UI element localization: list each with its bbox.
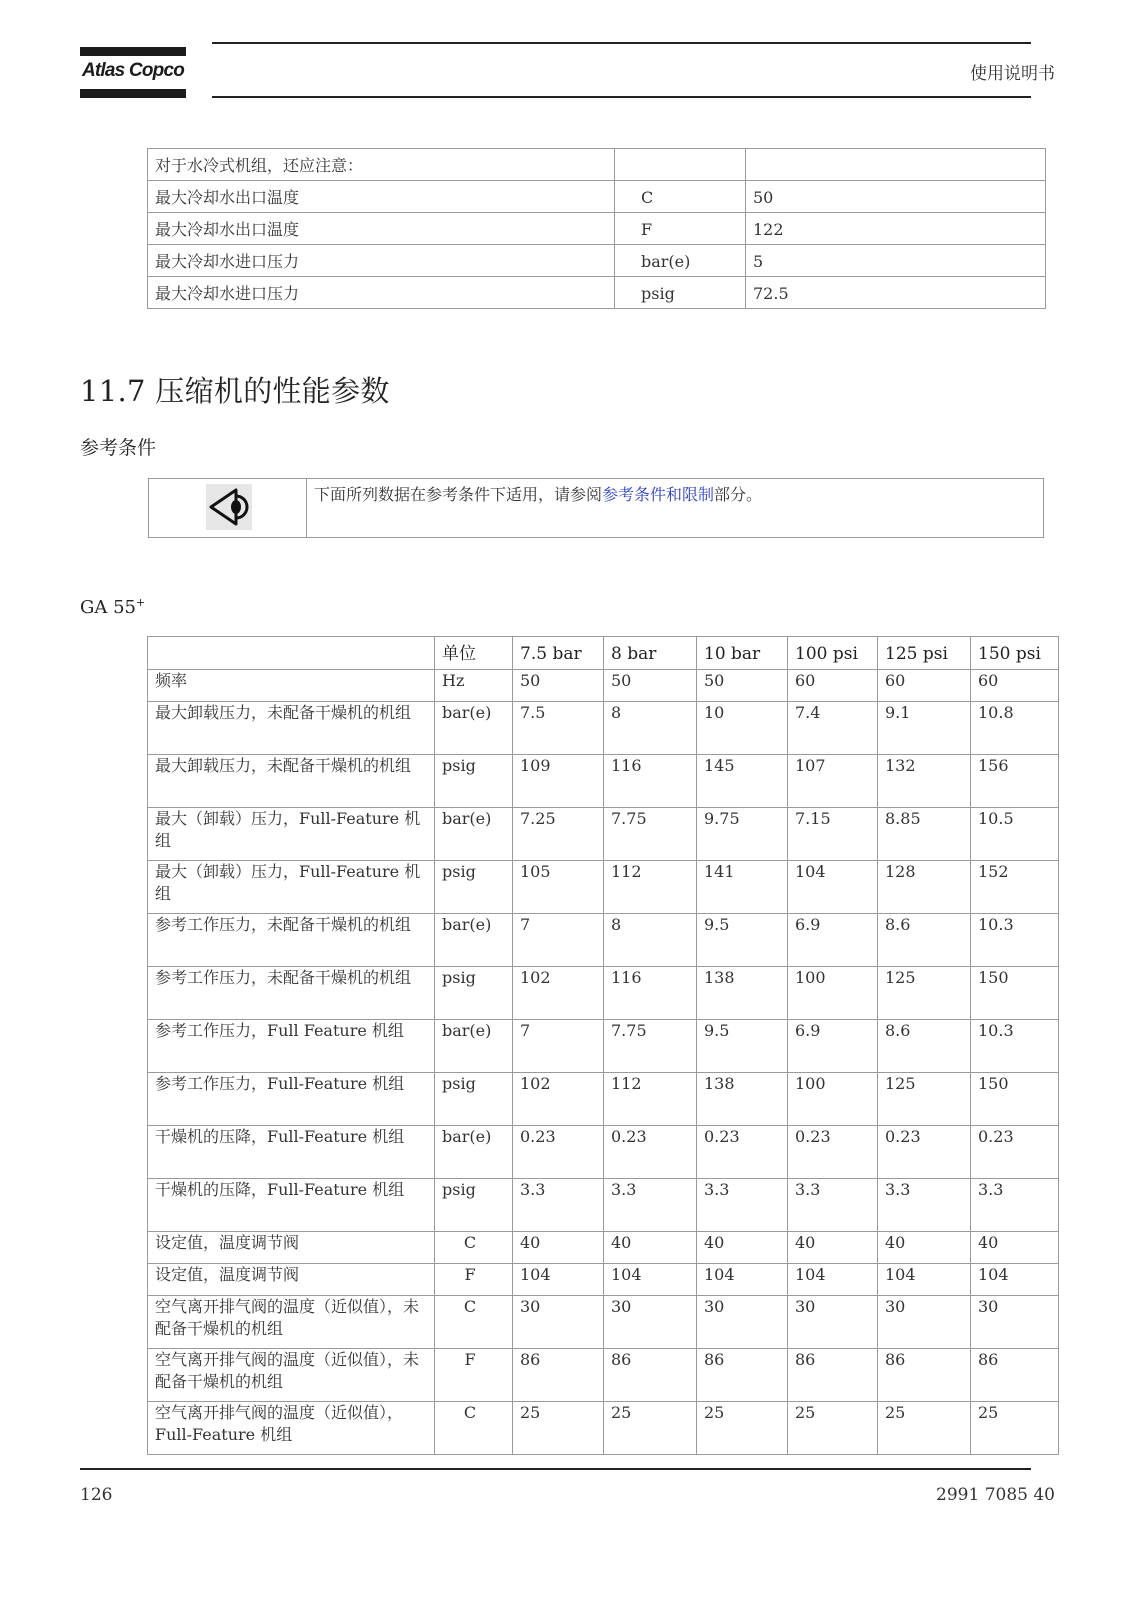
- reference-note: [148, 478, 1044, 538]
- row-label: 最大冷却水进口压力: [148, 277, 615, 309]
- row-value: 8.6: [878, 1020, 971, 1073]
- row-value: 138: [697, 967, 788, 1020]
- row-value: 141: [697, 861, 788, 914]
- row-value: 7.25: [513, 808, 604, 861]
- row-value: 100: [788, 967, 878, 1020]
- row-value: 104: [878, 1264, 971, 1296]
- row-unit: C: [435, 1402, 513, 1455]
- row-value: 9.1: [878, 702, 971, 755]
- footer-rule: [80, 1468, 1031, 1470]
- row-unit: psig: [435, 861, 513, 914]
- row-value: 6.9: [788, 1020, 878, 1073]
- table-row: [148, 1126, 1059, 1179]
- row-unit: C: [615, 181, 746, 213]
- table-row: [148, 967, 1059, 1020]
- row-label: 干燥机的压降，Full-Feature 机组: [148, 1179, 435, 1232]
- row-value: 104: [604, 1264, 697, 1296]
- table-row: [148, 1073, 1059, 1126]
- table-row: [148, 1020, 1059, 1073]
- row-value: 10.8: [971, 702, 1059, 755]
- row-unit: F: [435, 1264, 513, 1296]
- water-cooled-table: [147, 148, 1046, 309]
- row-value: 72.5: [746, 277, 1046, 309]
- table-row: [148, 1296, 1059, 1349]
- row-value: 122: [746, 213, 1046, 245]
- row-value: 30: [604, 1296, 697, 1349]
- row-unit: psig: [435, 1179, 513, 1232]
- header-bottom-rule: [212, 96, 1031, 98]
- table-row: [148, 670, 1059, 702]
- row-value: 10.3: [971, 1020, 1059, 1073]
- row-value: 116: [604, 755, 697, 808]
- row-value: 25: [878, 1402, 971, 1455]
- row-value: 7.4: [788, 702, 878, 755]
- table-row: [148, 755, 1059, 808]
- row-label: 对于水冷式机组，还应注意：: [148, 149, 615, 181]
- table-row: [148, 1179, 1059, 1232]
- table-row: [148, 181, 1046, 213]
- header-top-rule: [212, 42, 1031, 44]
- row-value: 60: [878, 670, 971, 702]
- row-value: 86: [788, 1349, 878, 1402]
- row-label: 参考工作压力，未配备干燥机的机组: [148, 967, 435, 1020]
- row-value: 150: [971, 1073, 1059, 1126]
- column-header: 7.5 bar: [513, 637, 604, 670]
- row-value: 3.3: [604, 1179, 697, 1232]
- row-value: 8: [604, 702, 697, 755]
- model-title: [80, 596, 145, 618]
- row-value: [746, 149, 1046, 181]
- row-unit: bar(e): [615, 245, 746, 277]
- table-row: [148, 702, 1059, 755]
- row-value: 5: [746, 245, 1046, 277]
- row-value: 7.15: [788, 808, 878, 861]
- row-value: 60: [971, 670, 1059, 702]
- row-label: 最大卸载压力，未配备干燥机的机组: [148, 755, 435, 808]
- row-value: 125: [878, 1073, 971, 1126]
- row-label: 最大冷却水出口温度: [148, 213, 615, 245]
- row-value: 30: [971, 1296, 1059, 1349]
- note-text-after: 部分。: [714, 485, 763, 504]
- row-unit: bar(e): [435, 914, 513, 967]
- section-heading: 11.7 压缩机的性能参数: [80, 374, 390, 408]
- row-value: 102: [513, 1073, 604, 1126]
- row-value: 30: [513, 1296, 604, 1349]
- row-value: 0.23: [604, 1126, 697, 1179]
- row-value: 105: [513, 861, 604, 914]
- column-header: [148, 637, 435, 670]
- table-row: [148, 861, 1059, 914]
- row-value: 100: [788, 1073, 878, 1126]
- row-value: 8.85: [878, 808, 971, 861]
- row-value: 0.23: [878, 1126, 971, 1179]
- table-row: [148, 1402, 1059, 1455]
- row-label: 空气离开排气阀的温度（近似值），未配备干燥机的机组: [148, 1349, 435, 1402]
- row-value: 7.75: [604, 808, 697, 861]
- row-value: 40: [604, 1232, 697, 1264]
- row-value: 9.75: [697, 808, 788, 861]
- row-value: 112: [604, 861, 697, 914]
- row-unit: C: [435, 1232, 513, 1264]
- row-label: 空气离开排气阀的温度（近似值），Full-Feature 机组: [148, 1402, 435, 1455]
- row-value: 132: [878, 755, 971, 808]
- table-row: [148, 1232, 1059, 1264]
- row-unit: bar(e): [435, 702, 513, 755]
- document-number: 2991 7085 40: [936, 1485, 1055, 1505]
- row-value: 3.3: [878, 1179, 971, 1232]
- eye-reference-icon: [206, 484, 252, 530]
- row-unit: F: [615, 213, 746, 245]
- row-unit: F: [435, 1349, 513, 1402]
- row-value: 7: [513, 1020, 604, 1073]
- row-value: 0.23: [513, 1126, 604, 1179]
- row-value: 30: [697, 1296, 788, 1349]
- row-value: 3.3: [697, 1179, 788, 1232]
- performance-table: [147, 636, 1059, 1455]
- row-unit: C: [435, 1296, 513, 1349]
- row-value: 3.3: [971, 1179, 1059, 1232]
- row-label: 最大（卸载）压力，Full-Feature 机组: [148, 861, 435, 914]
- row-value: 40: [788, 1232, 878, 1264]
- row-value: 25: [788, 1402, 878, 1455]
- column-header: 单位: [435, 637, 513, 670]
- note-text: [314, 482, 762, 505]
- note-divider: [306, 479, 307, 537]
- column-header: 125 psi: [878, 637, 971, 670]
- section-subheading: 参考条件: [80, 437, 157, 459]
- row-label: 频率: [148, 670, 435, 702]
- row-value: 6.9: [788, 914, 878, 967]
- note-text-before: 下面所列数据在参考条件下适用，请参阅: [314, 485, 603, 504]
- row-label: 最大冷却水出口温度: [148, 181, 615, 213]
- row-value: 112: [604, 1073, 697, 1126]
- row-value: 138: [697, 1073, 788, 1126]
- row-value: 50: [604, 670, 697, 702]
- row-unit: [615, 149, 746, 181]
- document-type: 使用说明书: [970, 64, 1055, 84]
- row-unit: psig: [615, 277, 746, 309]
- row-label: 参考工作压力，Full Feature 机组: [148, 1020, 435, 1073]
- row-value: 30: [878, 1296, 971, 1349]
- row-unit: bar(e): [435, 1020, 513, 1073]
- row-value: 10.5: [971, 808, 1059, 861]
- row-value: 150: [971, 967, 1059, 1020]
- row-value: 86: [971, 1349, 1059, 1402]
- row-value: 104: [788, 1264, 878, 1296]
- table-row: [148, 213, 1046, 245]
- row-value: 7: [513, 914, 604, 967]
- row-label: 设定值，温度调节阀: [148, 1264, 435, 1296]
- atlas-copco-logo: [80, 47, 186, 99]
- row-label: 参考工作压力，Full-Feature 机组: [148, 1073, 435, 1126]
- row-value: 109: [513, 755, 604, 808]
- row-value: 25: [697, 1402, 788, 1455]
- row-unit: bar(e): [435, 808, 513, 861]
- row-value: 86: [697, 1349, 788, 1402]
- row-unit: psig: [435, 1073, 513, 1126]
- row-value: 86: [604, 1349, 697, 1402]
- row-value: 145: [697, 755, 788, 808]
- row-label: 干燥机的压降，Full-Feature 机组: [148, 1126, 435, 1179]
- row-label: 设定值，温度调节阀: [148, 1232, 435, 1264]
- row-value: 60: [788, 670, 878, 702]
- row-unit: Hz: [435, 670, 513, 702]
- table-row: [148, 277, 1046, 309]
- row-value: 3.3: [513, 1179, 604, 1232]
- column-header: 100 psi: [788, 637, 878, 670]
- row-value: 104: [513, 1264, 604, 1296]
- row-value: 40: [513, 1232, 604, 1264]
- row-value: 9.5: [697, 914, 788, 967]
- row-value: 25: [604, 1402, 697, 1455]
- table-row: [148, 808, 1059, 861]
- row-label: 最大（卸载）压力，Full-Feature 机组: [148, 808, 435, 861]
- row-value: 7.75: [604, 1020, 697, 1073]
- table-row: [148, 149, 1046, 181]
- row-value: 3.3: [788, 1179, 878, 1232]
- row-value: 156: [971, 755, 1059, 808]
- row-label: 最大冷却水进口压力: [148, 245, 615, 277]
- row-value: 128: [878, 861, 971, 914]
- row-value: 86: [513, 1349, 604, 1402]
- row-value: 8.6: [878, 914, 971, 967]
- row-value: 50: [746, 181, 1046, 213]
- row-value: 86: [878, 1349, 971, 1402]
- row-value: 104: [697, 1264, 788, 1296]
- reference-conditions-link[interactable]: 参考条件和限制: [602, 485, 715, 504]
- row-value: 104: [971, 1264, 1059, 1296]
- column-header: 10 bar: [697, 637, 788, 670]
- row-unit: psig: [435, 755, 513, 808]
- row-value: 7.5: [513, 702, 604, 755]
- page-number: 126: [80, 1485, 113, 1505]
- row-value: 10.3: [971, 914, 1059, 967]
- model-superscript: +: [136, 596, 146, 609]
- row-value: 50: [697, 670, 788, 702]
- row-value: 25: [513, 1402, 604, 1455]
- row-label: 参考工作压力，未配备干燥机的机组: [148, 914, 435, 967]
- row-value: 0.23: [788, 1126, 878, 1179]
- row-value: 104: [788, 861, 878, 914]
- row-value: 107: [788, 755, 878, 808]
- row-label: 空气离开排气阀的温度（近似值），未配备干燥机的机组: [148, 1296, 435, 1349]
- row-value: 125: [878, 967, 971, 1020]
- table-row: [148, 245, 1046, 277]
- row-unit: psig: [435, 967, 513, 1020]
- table-header-row: [148, 637, 1059, 670]
- row-value: 25: [971, 1402, 1059, 1455]
- row-value: 152: [971, 861, 1059, 914]
- row-unit: bar(e): [435, 1126, 513, 1179]
- model-name: GA 55: [80, 597, 137, 618]
- logo-bottom-bar: [80, 89, 186, 98]
- row-value: 0.23: [697, 1126, 788, 1179]
- row-value: 30: [788, 1296, 878, 1349]
- column-header: 150 psi: [971, 637, 1059, 670]
- row-value: 116: [604, 967, 697, 1020]
- table-row: [148, 1264, 1059, 1296]
- table-row: [148, 914, 1059, 967]
- row-value: 40: [971, 1232, 1059, 1264]
- logo-top-bar: [80, 47, 186, 56]
- row-value: 50: [513, 670, 604, 702]
- table-row: [148, 1349, 1059, 1402]
- row-value: 8: [604, 914, 697, 967]
- row-value: 0.23: [971, 1126, 1059, 1179]
- row-value: 40: [878, 1232, 971, 1264]
- row-value: 102: [513, 967, 604, 1020]
- row-label: 最大卸载压力，未配备干燥机的机组: [148, 702, 435, 755]
- row-value: 40: [697, 1232, 788, 1264]
- column-header: 8 bar: [604, 637, 697, 670]
- row-value: 9.5: [697, 1020, 788, 1073]
- logo-text: Atlas Copco: [81, 60, 185, 81]
- row-value: 10: [697, 702, 788, 755]
